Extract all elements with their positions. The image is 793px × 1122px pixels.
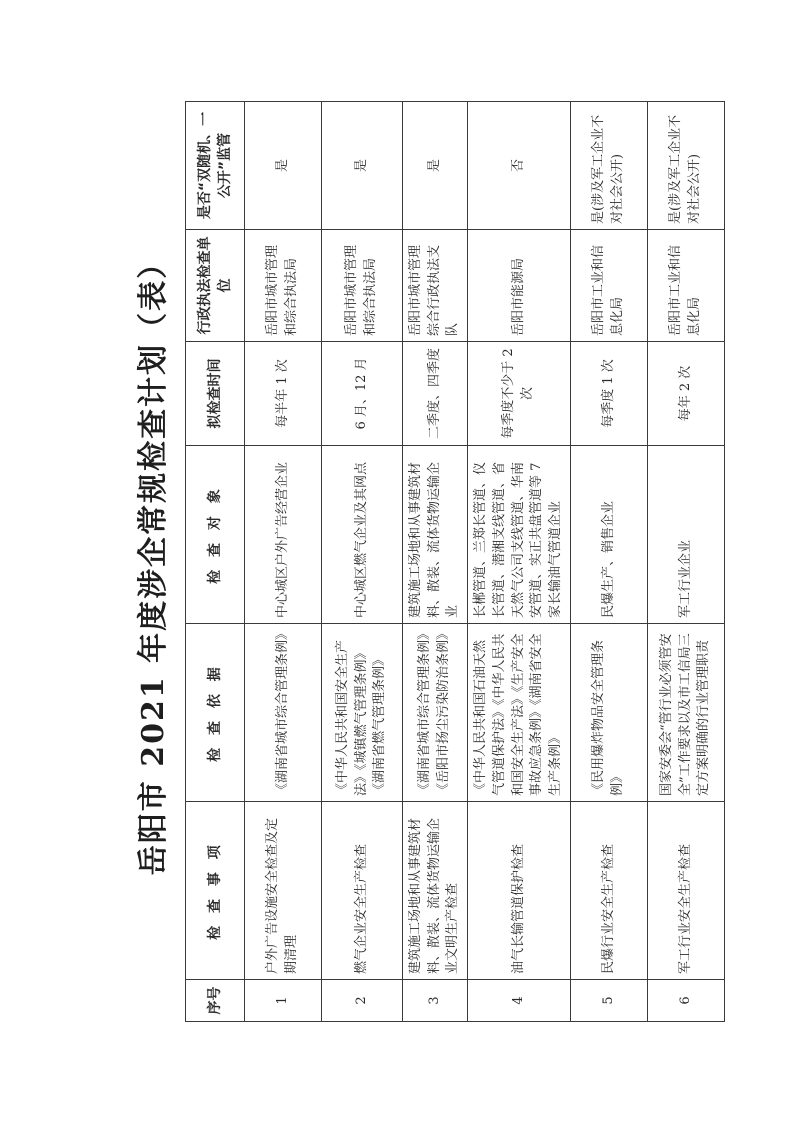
page-title: 岳阳市 2021 年度涉企常规检查计划（表） — [136, 246, 171, 876]
cell-time: 每季度 1 次 — [571, 342, 648, 446]
cell-object: 长郴管道、兰郑长管道、仪长管道、潜湘支线管道、省天然气公司支线管道、华南安管道、实正共盘管道等 7 家长输油气管道企业 — [468, 446, 571, 624]
cell-unit: 岳阳市能源局 — [468, 230, 571, 342]
cell-basis: 《民用爆炸物品安全管理条例》 — [571, 624, 648, 802]
cell-unit: 岳阳市城市管理综合行政执法支队 — [403, 230, 468, 342]
cell-public: 否 — [468, 102, 571, 230]
cell-time: 每年 2 次 — [648, 342, 725, 446]
cell-unit: 岳阳市城市管理和综合执法局 — [245, 230, 322, 342]
cell-time: 二季度、四季度 — [403, 342, 468, 446]
cell-no: 2 — [322, 980, 403, 1022]
cell-basis: 国家安委会“管行业必须管安全”工作要求以及市工信局三定方案明确的行业管理职责 — [648, 624, 725, 802]
cell-object: 民爆生产、销售企业 — [571, 446, 648, 624]
table-header-row — [186, 102, 245, 1022]
cell-basis: 《中华人民共和国石油天然气管道保护法》《中华人民共和国安全生产法》《生产安全事故应急条例》《湖南省安全生产条例》 — [468, 624, 571, 802]
cell-basis: 《湖南省城市综合管理条例》 — [245, 624, 322, 802]
cell-public: 是(涉及军工企业不对社会公开) — [648, 102, 725, 230]
cell-no: 3 — [403, 980, 468, 1022]
table-row — [648, 102, 725, 1022]
header-time: 拟检查时间 — [186, 342, 245, 446]
cell-no: 1 — [245, 980, 322, 1022]
cell-item: 户外广告设施安全检查及定期清理 — [245, 802, 322, 980]
table-row — [245, 102, 322, 1022]
header-no: 序号 — [186, 980, 245, 1022]
cell-item: 建筑施工场地和从事建筑材料、散装、流体货物运输企业文明生产检查 — [403, 802, 468, 980]
cell-public: 是 — [245, 102, 322, 230]
header-public: 是否“双随机、一公开”监管 — [186, 102, 245, 230]
header-object: 检 查 对 象 — [186, 446, 245, 624]
cell-unit: 岳阳市工业和信息化局 — [571, 230, 648, 342]
cell-item: 民爆行业安全生产检查 — [571, 802, 648, 980]
cell-time: 每半年 1 次 — [245, 342, 322, 446]
table-row — [571, 102, 648, 1022]
table-row — [403, 102, 468, 1022]
cell-public: 是 — [322, 102, 403, 230]
table-row — [322, 102, 403, 1022]
table-row — [468, 102, 571, 1022]
cell-no: 5 — [571, 980, 648, 1022]
cell-item: 燃气企业安全生产检查 — [322, 802, 403, 980]
cell-object: 中心城区燃气企业及其网点 — [322, 446, 403, 624]
cell-item: 军工行业安全生产检查 — [648, 802, 725, 980]
cell-time: 6 月、12 月 — [322, 342, 403, 446]
cell-object: 建筑施工场地和从事建筑材料、散装、流体货物运输企业 — [403, 446, 468, 624]
cell-unit: 岳阳市城市管理和综合执法局 — [322, 230, 403, 342]
cell-no: 6 — [648, 980, 725, 1022]
cell-object: 军工行业企业 — [648, 446, 725, 624]
cell-item: 油气长输管道保护检查 — [468, 802, 571, 980]
cell-basis: 《湖南省城市综合管理条例》《岳阳市扬尘污染防治条例》 — [403, 624, 468, 802]
cell-public: 是(涉及军工企业不对社会公开) — [571, 102, 648, 230]
cell-public: 是 — [403, 102, 468, 230]
cell-object: 中心城区户外广告经营企业 — [245, 446, 322, 624]
cell-time: 每季度不少于 2 次 — [468, 342, 571, 446]
cell-basis: 《中华人民共和国安全生产法》《城镇燃气管理条例》《湖南省燃气管理条例》 — [322, 624, 403, 802]
cell-unit: 岳阳市工业和信息化局 — [648, 230, 725, 342]
cell-no: 4 — [468, 980, 571, 1022]
header-unit: 行政执法检查单位 — [186, 230, 245, 342]
inspection-plan-table — [185, 101, 725, 1022]
header-basis: 检 查 依 据 — [186, 624, 245, 802]
header-item: 检 查 事 项 — [186, 802, 245, 980]
